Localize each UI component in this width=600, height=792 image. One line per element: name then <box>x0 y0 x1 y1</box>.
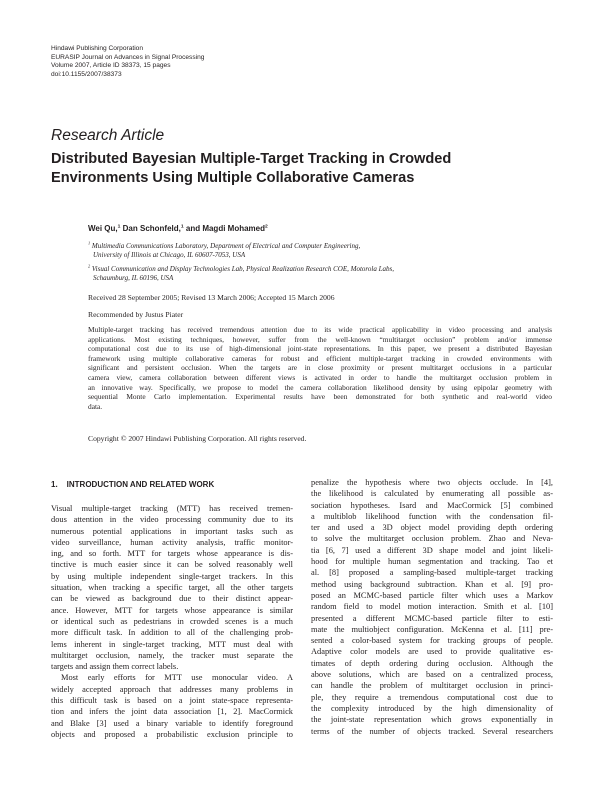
abstract <box>88 325 552 411</box>
body-line: to solve the multitarget occlusion problem. Zhao and Neva- <box>311 534 553 544</box>
body-line: Adaptive color models are used to provide qualitative es- <box>311 647 553 657</box>
abstract-line: data. <box>88 401 103 411</box>
author-name: Dan Schonfeld, <box>122 224 181 233</box>
journal-name: EURASIP Journal on Advances in Signal Processing <box>51 53 205 61</box>
section-heading <box>51 480 214 489</box>
author-affil-mark: 1 <box>180 224 184 230</box>
doi: doi:10.1155/2007/38373 <box>51 70 122 78</box>
body-line: sociation hypotheses. Isard and MacCormick [5] combined <box>311 500 553 510</box>
author-affil-mark: 2 <box>265 224 268 230</box>
body-line: lems inherent in single-target tracking, MTT must deal with <box>51 639 293 649</box>
abstract-line: significant and persistent occlusion. When the targets are in close proximity or present multitarget occlusions in a particular <box>88 363 552 373</box>
author-name: Wei Qu, <box>88 224 118 233</box>
body-line: situation, when tracking a specific target, all the other targets <box>51 583 293 593</box>
abstract-line: applications. Most existing techniques, however, suffer from the well-known “multitarget occlusion” problem and/or immense <box>88 334 552 344</box>
abstract-line: sequential Monte Carlo implementation. Experimental results have been demonstrated for both synthetic and real-world video <box>88 392 552 402</box>
affiliation-line: University of Illinois at Chicago, IL 60607-7053, USA <box>93 251 246 260</box>
body-line: above solutions, which are based on a centralized process, <box>311 670 553 680</box>
body-line: targets and assign them correct labels. <box>51 662 179 672</box>
body-line: objects and proposed a probabilistic exclusion principle to <box>51 729 293 739</box>
affiliation-line: Multimedia Communications Laboratory, Department of Electrical and Computer Engineering, <box>91 242 361 250</box>
title-line: Distributed Bayesian Multiple-Target Tracking in Crowded <box>51 151 452 167</box>
author-list <box>88 224 268 233</box>
body-line: by using multiple independent single-target trackers. In this <box>51 571 293 581</box>
affiliation <box>88 242 548 260</box>
body-line: hood for multiple human segmentation and tracking. Tao et <box>311 557 553 567</box>
affiliation-mark: 2 <box>88 263 91 269</box>
body-line: mate the multiobject configuration. McKenna et al. [11] pre- <box>311 624 553 634</box>
body-line: tion and infers the joint data association [1, 2]. MacCormick <box>51 707 293 717</box>
body-line: penalize the hypothesis where two objects occlude. In [4], <box>311 478 553 487</box>
author-name: and Magdi Mohamed <box>185 224 265 233</box>
abstract-line: Multiple-target tracking has received tremendous attention due to its wide practical applicability in video processing and analysis <box>88 325 552 334</box>
body-column-left <box>51 503 293 740</box>
article-type: Research Article <box>51 127 165 144</box>
affiliation-line: Schaumburg, IL 60196, USA <box>93 274 174 283</box>
body-line: widely accepted approach that addresses many problems in <box>51 684 293 694</box>
body-line: multitarget occlusion, namely, the tracker must separate the <box>51 650 293 660</box>
body-line: ter and used a 3D object model providing depth ordering <box>311 523 553 533</box>
body-line: and Blake [3] used a binary variable to identify foreground <box>51 718 293 728</box>
body-line: video surveillance, human activity analysis, traffic monitor- <box>51 537 293 547</box>
body-line: timates of depth ordering during occlusion. Although the <box>311 658 553 668</box>
abstract-line: framework using multiple collaborative cameras for robust and efficient multiple-target tracking in crowded environments with <box>88 353 552 363</box>
body-line: the likelihood is calculated by enumerating all possible as- <box>311 489 553 499</box>
body-line: dous attention in the video processing community due to its <box>51 515 293 525</box>
copyright-notice: Copyright © 2007 Hindawi Publishing Corporation. All rights reserved. <box>88 434 307 443</box>
paper-title <box>51 150 551 187</box>
body-line: numerous potential applications in important tasks such as <box>51 526 293 536</box>
body-line: terms of the number of objects tracked. Several researchers <box>311 726 553 736</box>
body-line: can handle the problem of multitarget occlusion in princi- <box>311 681 553 691</box>
body-line: method using background subtraction. Khan et al. [9] pro- <box>311 579 553 589</box>
publication-dates: Received 28 September 2005; Revised 13 March 2006; Accepted 15 March 2006 <box>88 293 335 302</box>
body-line: this difficult task is based on a joint state-space representa- <box>51 696 293 706</box>
publisher-name: Hindawi Publishing Corporation <box>51 45 143 52</box>
volume-info: Volume 2007, Article ID 38373, 15 pages <box>51 62 171 70</box>
affiliation-line: Visual Communication and Display Technologies Lab, Physical Realization Research COE, Motorola Labs, <box>91 265 394 273</box>
body-line: presented a different MCMC-based particle filter to esti- <box>311 613 553 623</box>
body-line: or identical such as pedestrians in crowded scenes is a much <box>51 616 293 626</box>
abstract-line: computational cost due to its use of high-dimensional joint-state representations. In this paper, we present a distributed Bayesian <box>88 344 552 354</box>
body-line: ance. However, MTT for targets whose appearance is similar <box>51 605 293 615</box>
journal-header <box>51 45 351 79</box>
body-line: random field to model motion interaction. Smith et al. [10] <box>311 602 553 612</box>
body-line: more difficult task. In addition to all of the challenging prob- <box>51 628 293 638</box>
section-number: 1. <box>51 480 58 489</box>
body-line: Visual multiple-target tracking (MTT) has received tremen- <box>51 504 293 513</box>
body-line: can be viewed as background due to their distinct appear- <box>51 594 293 604</box>
body-line: the joint-state representation which grows exponentially in <box>311 715 553 725</box>
title-line: Environments Using Multiple Collaborative Cameras <box>51 169 415 186</box>
body-line: tinctive is much easier since it can be solved reasonably well <box>51 560 293 570</box>
abstract-line: camera view, camera collaboration between different views is activated in order to handle the multitarget occlusion problem in <box>88 372 552 382</box>
affiliation-mark: 1 <box>88 240 91 246</box>
body-line: posed an MCMC-based particle filter which uses a Markov <box>311 590 553 600</box>
body-line: ple, they require a tremendous computational cost due to <box>311 692 553 702</box>
body-line: Most early efforts for MTT use monocular video. A <box>61 673 293 683</box>
section-title: INTRODUCTION AND RELATED WORK <box>66 480 215 489</box>
body-line: ing, and so forth. MTT for targets whose appearance is dis- <box>51 549 293 559</box>
abstract-line: an innovative way. Specifically, we propose to model the camera collaboration likelihood density by using epipolar geometry with <box>88 382 552 392</box>
body-line: a multiblob likelihood function with the condensation fil- <box>311 511 553 521</box>
affiliation <box>88 265 548 283</box>
author-affil-mark: 1 <box>117 224 121 230</box>
body-line: al. [8] proposed a sampling-based multiple-target tracking <box>311 568 553 578</box>
body-column-right <box>311 477 553 737</box>
body-line: tia [6, 7] used a different 3D shape model and joint likeli- <box>311 545 553 555</box>
body-line: the complexity introduced by the high dimensionality of <box>311 703 553 713</box>
body-line: sented a color-based system for tracking groups of people. <box>311 636 553 646</box>
recommended-by: Recommended by Justus Piater <box>88 310 184 319</box>
